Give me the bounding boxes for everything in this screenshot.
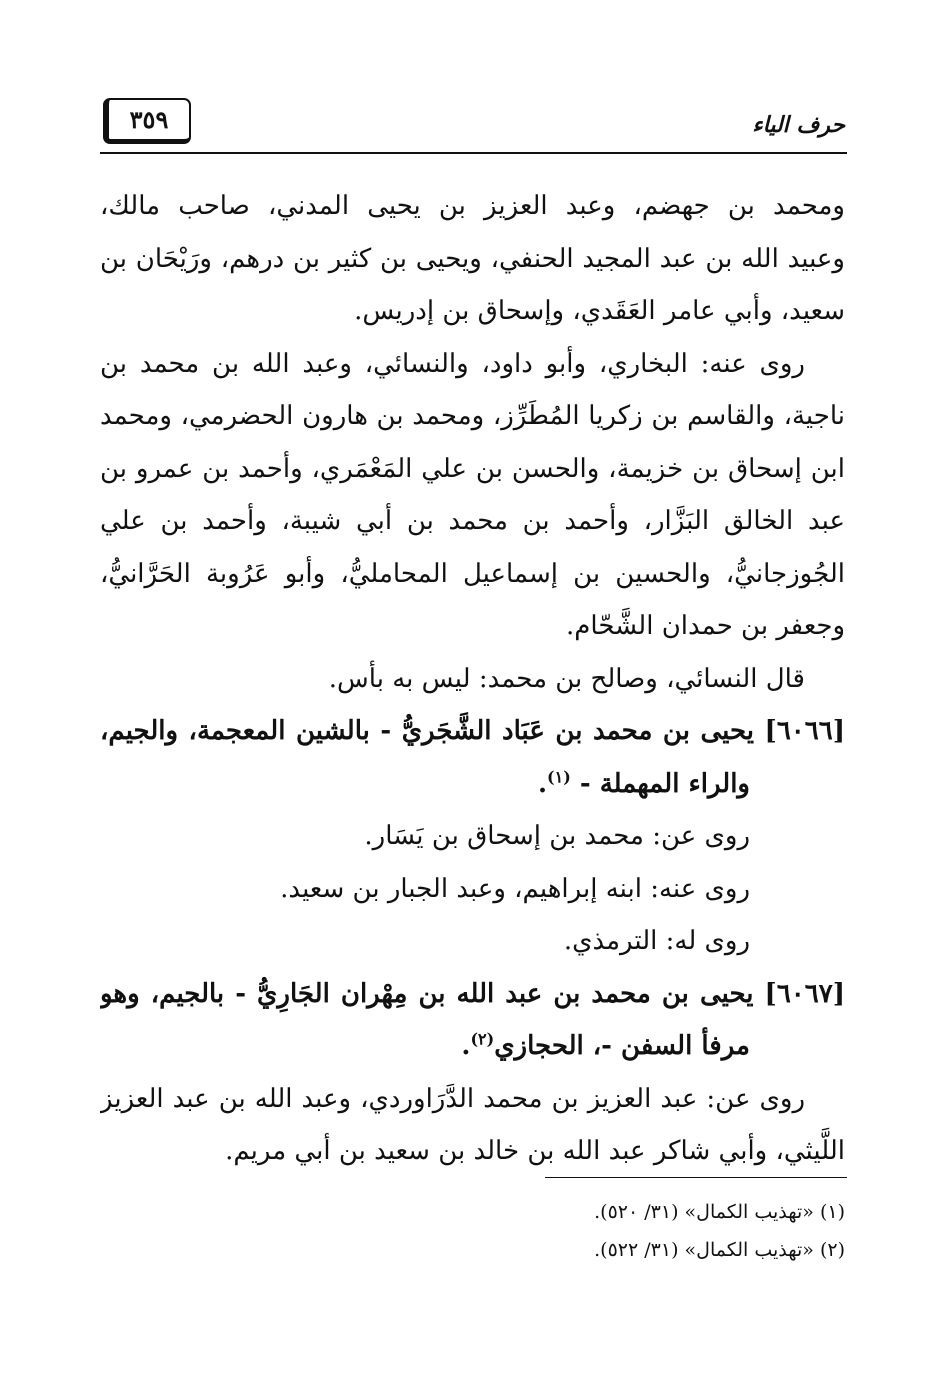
text-line: ابن إسحاق بن خزيمة، والحسن بن علي المَعْمَري، وأحمد بن عمرو بن [100, 453, 845, 484]
footnote-rule [545, 1177, 847, 1178]
entry-heading-6066: [٦٠٦٦] يحيى بن محمد بن عَبَاد الشَّجَريُّ - بالشين المعجمة، والجيم، [100, 716, 845, 746]
text-line: اللَّيثي، وأبي شاكر عبد الله بن خالد بن سعيد بن أبي مريم. [225, 1136, 845, 1166]
text-line: روى عن: عبد العزيز بن محمد الدَّرَاوردي، وعبد الله بن عبد العزيز [100, 1083, 805, 1114]
footnote-2: (٢) «تهذيب الكمال» (٣١/ ٥٢٢). [594, 1239, 845, 1261]
text-line: قال النسائي، وصالح بن محمد: ليس به بأس. [328, 663, 805, 694]
body-text [100, 180, 845, 1178]
text-line: وعبيد الله بن عبد المجيد الحنفي، ويحيى بن كثير بن درهم، ورَيْحَان بن [100, 243, 845, 274]
running-title: حرف الياء [752, 112, 845, 138]
entry-heading-6067-cont: مرفأ السفن -، الحجازي$^{(٢)}$. [461, 1029, 750, 1061]
heading-text: والراء المهملة - [579, 768, 750, 799]
text-line: وجعفر بن حمدان الشَّحّام. [566, 611, 845, 641]
footnote-ref-2: (٢) [470, 1029, 495, 1049]
text-line: سعيد، وأبي عامر العَقَدي، وإسحاق بن إدريس. [354, 296, 845, 326]
header-rule [100, 152, 847, 154]
entry-heading-6067: [٦٠٦٧] يحيى بن محمد بن عبد الله بن مِهْران الجَارِيُّ - بالجيم، وهو [100, 978, 845, 1009]
footnotes [100, 1193, 845, 1269]
heading-text: مرفأ السفن -، الحجازي [494, 1031, 750, 1061]
text-line: روى عنه: البخاري، وأبو داود، والنسائي، وعبد الله بن محمد بن [100, 348, 805, 379]
text-line: الجُوزجانيُّ، والحسين بن إسماعيل المحامليُّ، وأبو عَرُوبة الحَرَّانيُّ، [100, 558, 845, 589]
text-line: روى عنه: ابنه إبراهيم، وعبد الجبار بن سعيد. [280, 873, 750, 904]
page-number-box: ٣٥٩ [103, 98, 191, 144]
text-line: روى عن: محمد بن إسحاق بن يَسَار. [364, 821, 750, 851]
text-line: روى له: الترمذي. [563, 926, 750, 956]
text-line: ومحمد بن جهضم، وعبد العزيز بن يحيى المدني، صاحب مالك، [100, 191, 845, 221]
text-line: عبد الخالق البَزَّار، وأحمد بن محمد بن أبي شيبة، وأحمد بن علي [100, 506, 845, 536]
footnote-ref-1: (١) [547, 766, 571, 786]
footnote-1: (١) «تهذيب الكمال» (٣١/ ٥٢٠). [594, 1201, 845, 1223]
entry-heading-6066-cont: والراء المهملة - $^{(١)}$. [537, 766, 750, 799]
text-line: ناجية، والقاسم بن زكريا المُطَرِّز، ومحمد بن هارون الحضرمي، ومحمد [100, 401, 845, 431]
